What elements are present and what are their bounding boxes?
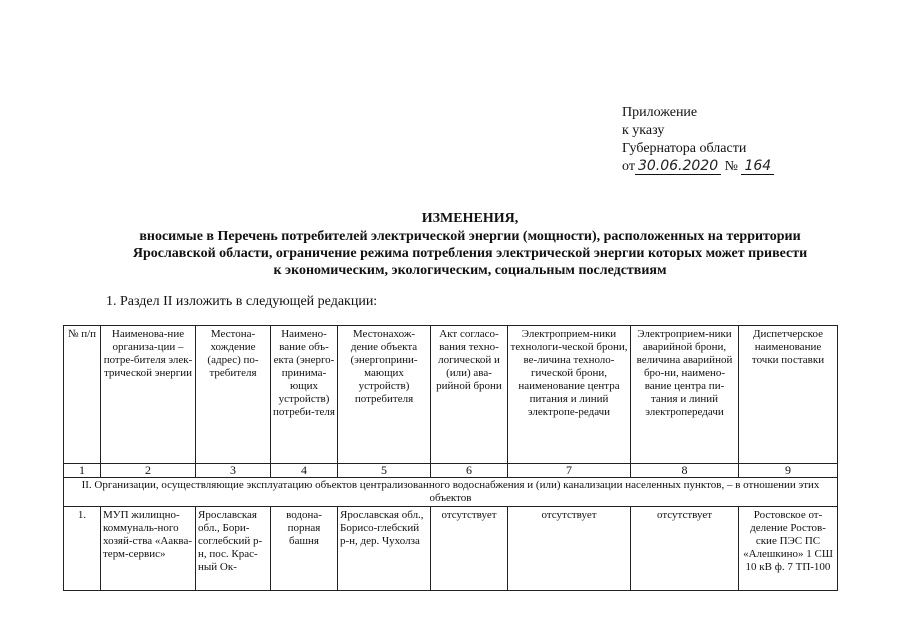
header-cell: № п/п [64,326,101,464]
column-number: 3 [196,464,271,478]
org-name-cell: МУП жилищно-коммуналь-ного хозяй-ства «Ааква-терм-сервис» [101,507,196,591]
column-number: 9 [739,464,838,478]
number-value: 164 [741,158,774,175]
section-row [64,478,838,507]
document-subtitle-line-1: вносимые в Перечень потребителей электрической энергии (мощности), расположенных на территории [139,229,801,244]
act-cell: отсутствует [431,507,508,591]
dispatch-name-cell: Ростовское от-деление Ростов-ские ПЭС ПС «Алешкино» 1 СШ 10 кВ ф. 7 ТП-100 [739,507,838,591]
column-number: 4 [271,464,338,478]
header-cell: Наименова-ние организа-ции – потре-бителя элек-трической энергии [101,326,196,464]
consumers-table [63,325,838,591]
header-cell: Наимено-вание объ-екта (энерго-принима-ющих устройств) потреби-теля [271,326,338,464]
location-cell: Ярославская обл., Борисо-глебский р-н, дер. Чухолза [338,507,431,591]
appendix-block [622,104,774,176]
column-number: 8 [631,464,739,478]
table-header-row [64,326,838,464]
address-cell: Ярославская обл., Бори-соглебский р-н, пос. Крас-ный Ок- [196,507,271,591]
appendix-date-line [622,158,774,176]
date-value: 30.06.2020 [635,158,721,175]
intro-paragraph: 1. Раздел II изложить в следующей редакции: [106,294,378,309]
emergency-reserve-cell: отсутствует [631,507,739,591]
table-row [64,507,838,591]
header-cell: Электроприем-ники технологи-ческой брони, ве-личина техноло-гической брони, наименование центра питания и линий электропе-редачи [508,326,631,464]
date-prefix: от [622,159,635,174]
section-title: II. Организации, осуществляющие эксплуатацию объектов централизованного водоснабжения и (или) канализации населенных пунктов, – в отношении этих объектов [64,478,838,507]
header-cell: Акт согласо-вания техно-логической и (или) ава-рийной брони [431,326,508,464]
appendix-line-1: Приложение [622,105,698,120]
document-subtitle-line-2: Ярославской области, ограничение режима потребления электрической энергии которых может привести [132,246,808,261]
column-number-row [64,464,838,478]
header-cell: Электроприем-ники аварийной брони, величина аварийной бро-ни, наимено-вание центра пи-тания и линий электропередачи [631,326,739,464]
tech-reserve-cell: отсутствует [508,507,631,591]
object-cell: водона-порная башня [271,507,338,591]
column-number: 2 [101,464,196,478]
header-cell: Диспетчерское наименование точки поставки [739,326,838,464]
row-number-cell: 1. [64,507,101,591]
column-number: 1 [64,464,101,478]
number-prefix: № [724,159,738,174]
column-number: 5 [338,464,431,478]
document-heading: ИЗМЕНЕНИЯ, [421,211,519,226]
header-cell: Местона-хождение (адрес) по-требителя [196,326,271,464]
column-number: 7 [508,464,631,478]
appendix-line-2: к указу [622,123,665,138]
appendix-line-3: Губернатора области [622,141,747,156]
column-number: 6 [431,464,508,478]
document-subtitle-line-3: к экономическим, экологическим, социальным последствиям [273,263,667,278]
header-cell: Местонахож-дение объекта (энергоприни-мающих устройств) потребителя [338,326,431,464]
